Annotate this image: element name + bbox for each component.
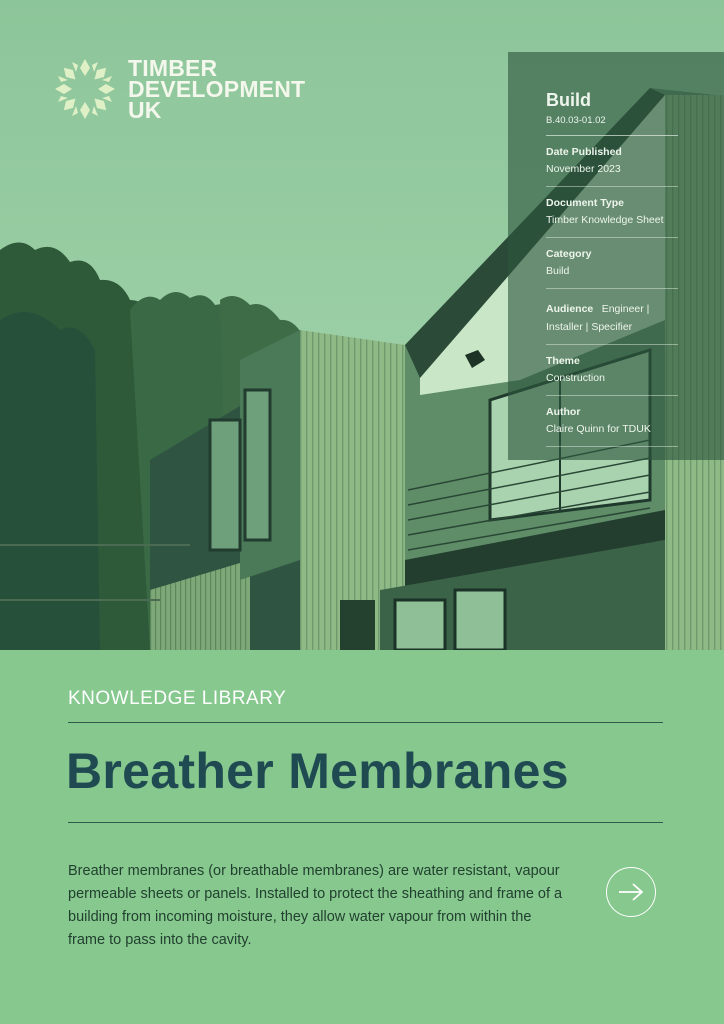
meta-value: November 2023 [546,163,621,175]
brand-wordmark [128,54,306,123]
meta-category [546,238,678,289]
meta-label: Audience [546,303,594,315]
page-title: Breather Membranes [66,743,569,799]
meta-value: Construction [546,372,605,384]
divider-bottom [68,822,663,823]
section-kicker: KNOWLEDGE LIBRARY [68,688,287,709]
brand-line-2: DEVELOPMENT [128,75,306,102]
meta-audience [546,289,678,345]
meta-theme [546,345,678,396]
divider-top [68,722,663,723]
panel-title: Build [546,90,591,110]
meta-label: Author [546,406,581,418]
meta-label: Document Type [546,197,624,209]
next-button[interactable] [606,867,656,917]
meta-date-published [546,136,678,187]
meta-label: Date Published [546,146,622,158]
cover-content [0,650,724,1024]
arrow-right-icon [617,882,645,902]
meta-value: Build [546,265,570,277]
brand-line-3: UK [128,96,162,123]
meta-label: Theme [546,355,580,367]
meta-value: Timber Knowledge Sheet [546,214,664,226]
meta-author [546,396,678,447]
meta-document-type [546,187,678,238]
meta-value: Engineer | Installer | Specifier [546,303,650,333]
document-code: B.40.03-01.02 [546,115,678,136]
document-info-panel [508,52,724,460]
brand-logo[interactable] [52,56,305,122]
brand-line-1: TIMBER [128,54,218,81]
summary-text: Breather membranes (or breathable membranes) are water resistant, vapour permeable sheets or panels. Installed to protect the sheathing and frame of a building from incoming moisture, they allow water vapour from within the frame to pass into the cavity. [68,863,563,948]
meta-value: Claire Quinn for TDUK [546,423,651,435]
meta-label: Category [546,248,592,260]
snowflake-wreath-icon [52,56,118,122]
